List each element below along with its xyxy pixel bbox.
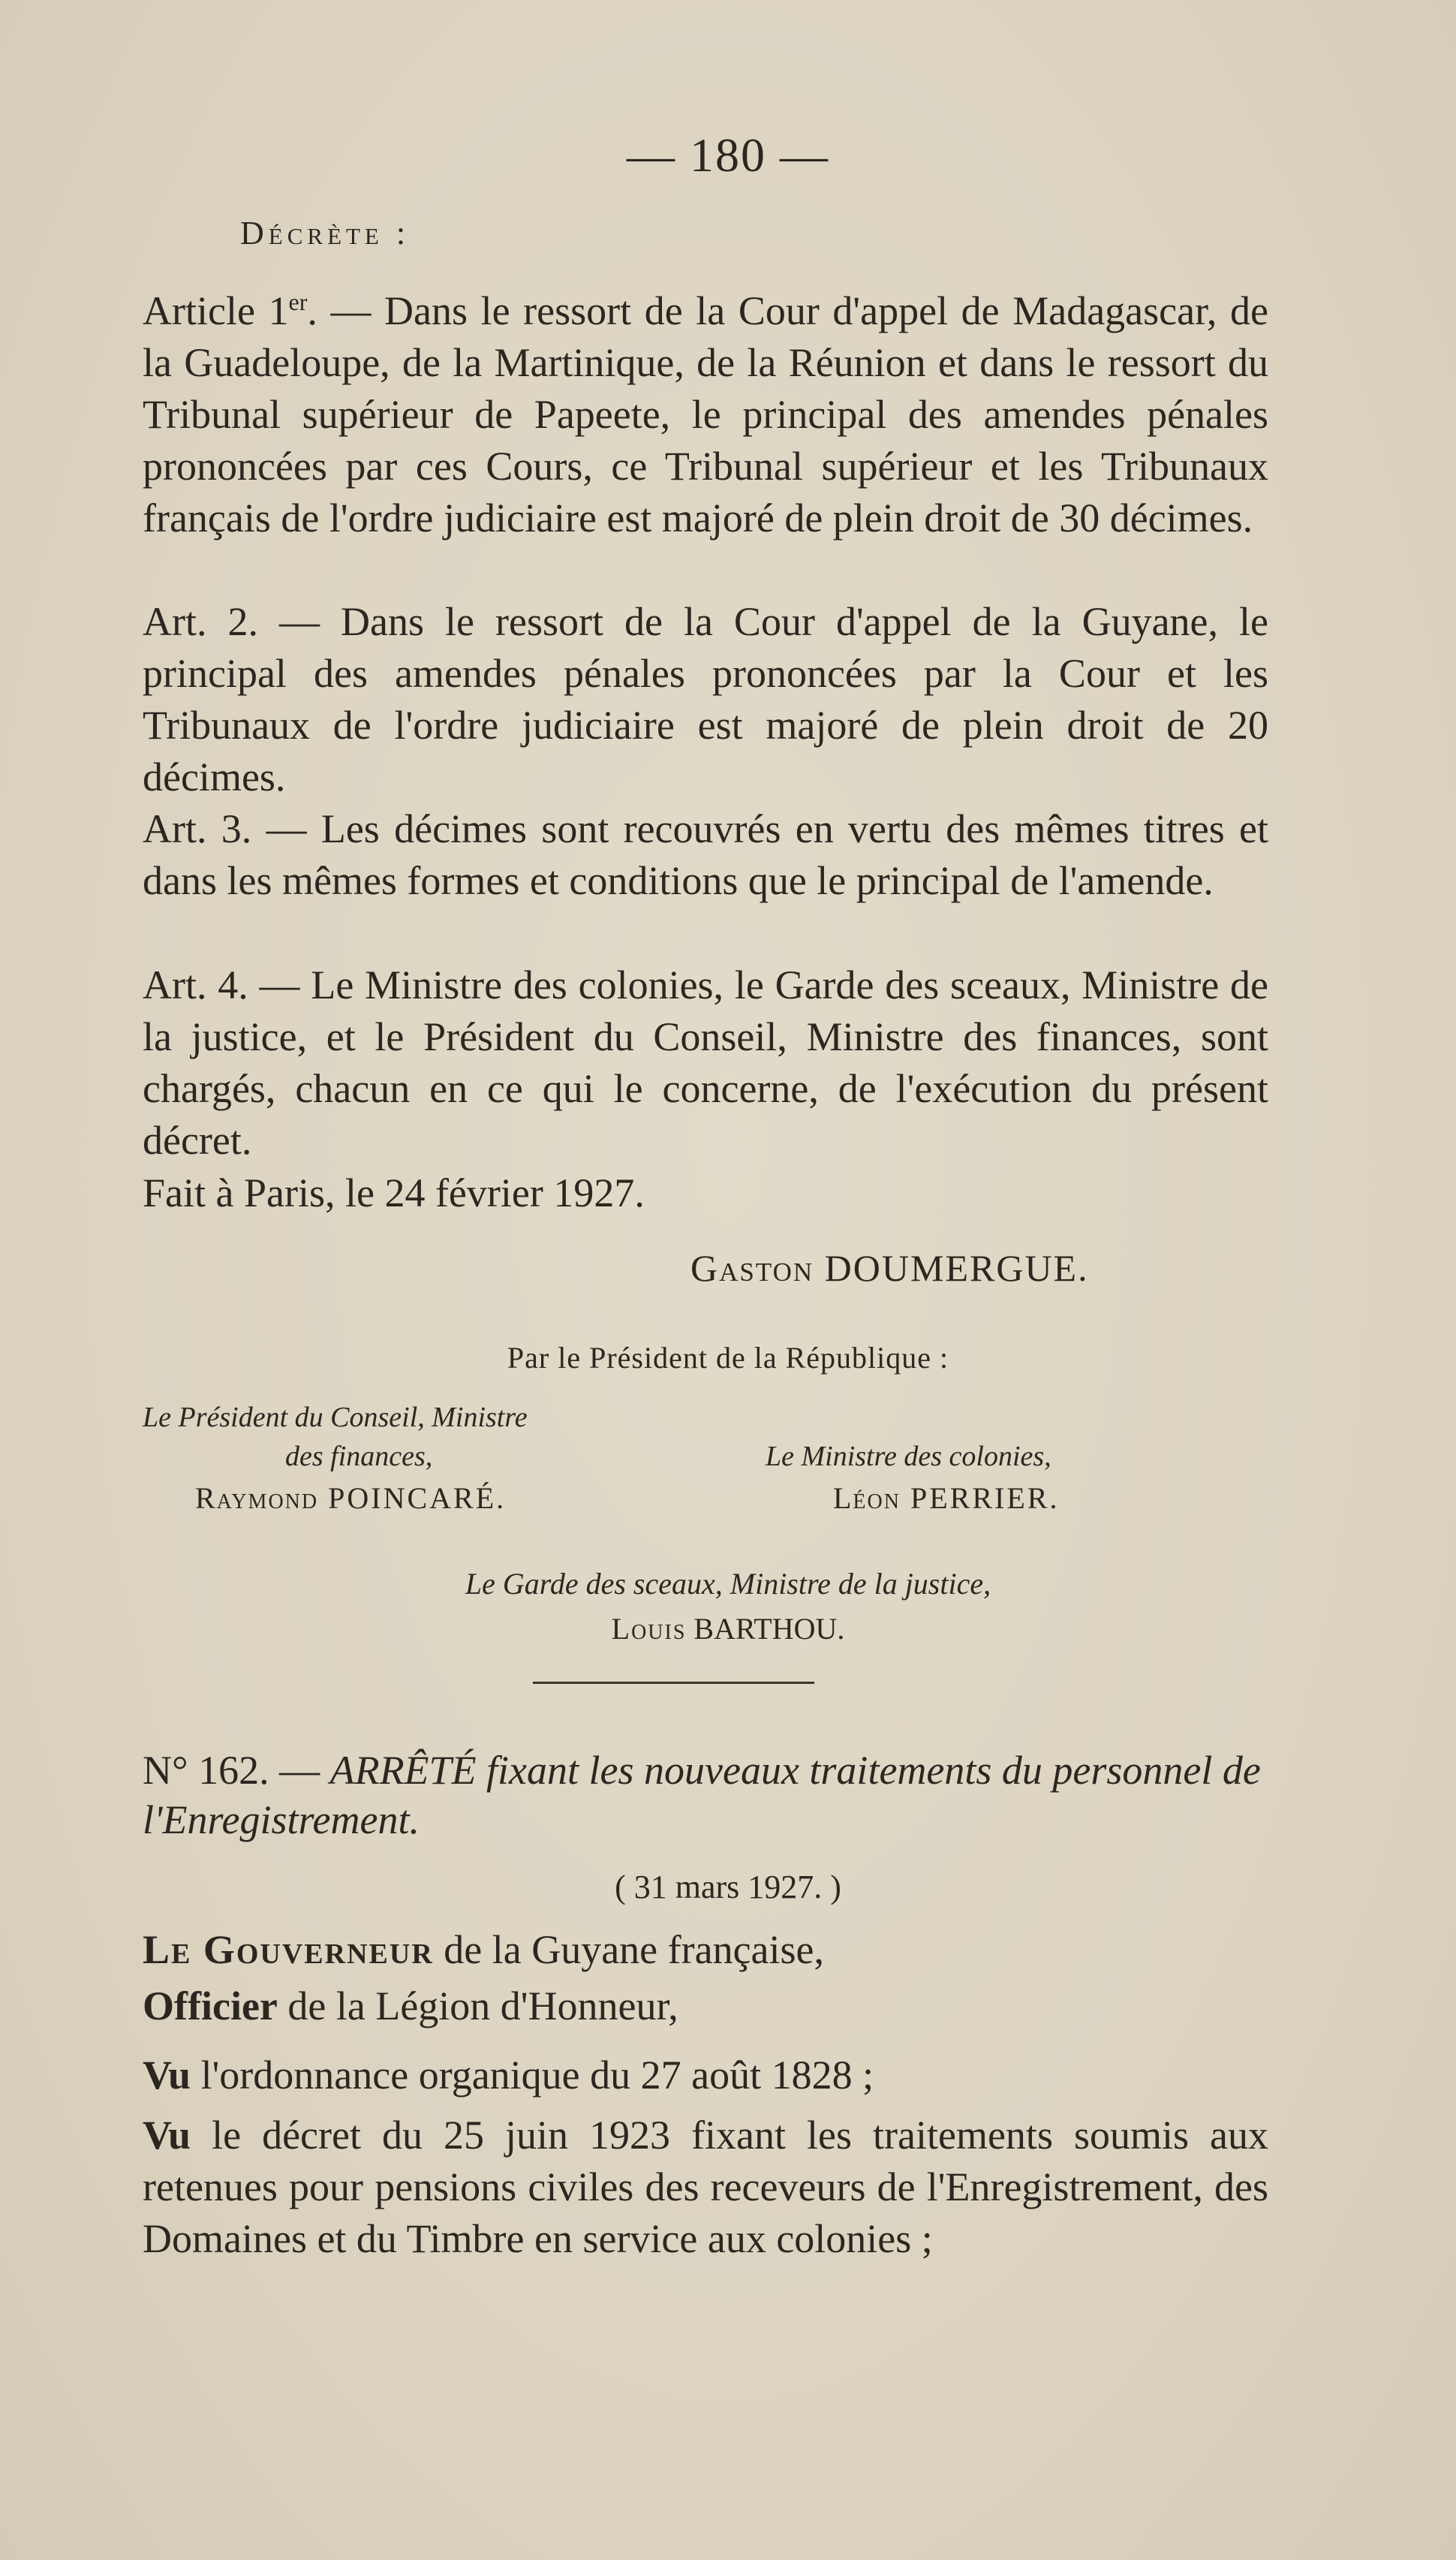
ministre-colonies-name: Léon PERRIER. — [833, 1481, 1060, 1515]
article-4 — [143, 959, 1268, 1167]
body-lead-vu-2: Vu — [143, 2113, 191, 2158]
signatory-garde-sceaux — [0, 1562, 1456, 1652]
article-4-text: — Le Ministre des colonies, le Garde des sceaux, Ministre de la justice, et le Président du Conseil, Ministre des finances, sont chargés, chacun en ce qui le concerne, de l'exécution du présent décret. — [143, 962, 1268, 1163]
article-1-head: Article 1 — [143, 288, 289, 333]
article-2 — [143, 596, 1268, 803]
article-3-text: — Les décimes sont recouvrés en vertu des mêmes titres et dans les mêmes formes et conditions que le principal de l'amende. — [143, 806, 1268, 903]
body-gouverneur — [143, 1924, 1268, 1976]
signature-last: DOUMERGUE. — [824, 1247, 1089, 1289]
arrete-dash: — — [269, 1748, 330, 1793]
body-vu-decret — [143, 2110, 1268, 2265]
arrete-date: ( 31 mars 1927. ) — [615, 1869, 841, 1905]
fait-a-paris: Fait à Paris, le 24 février 1927. — [143, 1170, 645, 1215]
garde-sceaux-name: Louis BARTHOU. — [611, 1612, 845, 1646]
garde-sceaux-title: Le Garde des sceaux, Ministre de la justice, — [465, 1567, 991, 1601]
par-le-president: Par le Président de la République : — [507, 1341, 949, 1375]
body-text-gouverneur: de la Guyane française, — [433, 1927, 825, 1972]
section-divider — [533, 1682, 814, 1684]
signature-first: Gaston — [690, 1247, 814, 1289]
article-1 — [143, 285, 1268, 544]
body-text-vu-1: l'ordonnance organique du 27 août 1828 ; — [191, 2053, 874, 2098]
article-2-text: — Dans le ressort de la Cour d'appel de la Guyane, le principal des amendes pénales prononcées par la Cour et les Tribunaux de l'ordre judiciaire est majoré de plein droit de 20 décimes. — [143, 599, 1268, 800]
signatory-president-conseil — [143, 1398, 683, 1518]
body-officier — [143, 1980, 1268, 2032]
article-1-sup: er — [288, 288, 308, 315]
signatory-ministre-colonies — [766, 1437, 1291, 1518]
president-conseil-title-1: Le Président du Conseil, Ministre — [143, 1402, 528, 1433]
president-conseil-name: Raymond POINCARÉ. — [195, 1481, 507, 1515]
article-4-head: Art. 4. — [143, 962, 248, 1007]
body-lead-gouverneur: Le Gouverneur — [143, 1927, 434, 1972]
body-lead-vu-1: Vu — [143, 2053, 191, 2098]
president-conseil-title-2: des finances, — [285, 1441, 433, 1472]
ministre-colonies-title: Le Ministre des colonies, — [766, 1441, 1051, 1472]
body-text-officier: de la Légion d'Honneur, — [277, 1983, 678, 2028]
article-3-head: Art. 3. — [143, 806, 252, 851]
body-lead-officier: Officier — [143, 1983, 278, 2028]
page-number: — 180 — — [627, 128, 829, 182]
article-2-head: Art. 2. — [143, 599, 258, 644]
arrete-number: N° 162. — [143, 1748, 269, 1793]
arrete-heading: ARRÊTÉ fixant les nouveaux traitements du personnel de l'Enregistrement. — [143, 1748, 1261, 1842]
body-vu-ordonnance — [143, 2050, 1268, 2101]
body-text-vu-2: le décret du 25 juin 1923 fixant les traitements soumis aux retenues pour pensions civiles des receveurs de l'Enregistrement, des Domaines et du Timbre en service aux colonies ; — [143, 2113, 1268, 2261]
article-1-text: . — Dans le ressort de la Cour d'appel de Madagascar, de la Guadeloupe, de la Martinique, de la Réunion et dans le ressort du Tribunal supérieur de Papeete, le principal des amendes pénales prononcées par ces Cours, ce Tribunal supérieur et les Tribunaux français de l'ordre judiciaire est majoré de plein droit de 30 décimes. — [143, 288, 1268, 541]
signature-doumergue — [690, 1246, 1089, 1290]
article-3 — [143, 803, 1268, 907]
arrete-title — [143, 1745, 1268, 1845]
decrete-heading: Décrète : — [240, 215, 411, 251]
